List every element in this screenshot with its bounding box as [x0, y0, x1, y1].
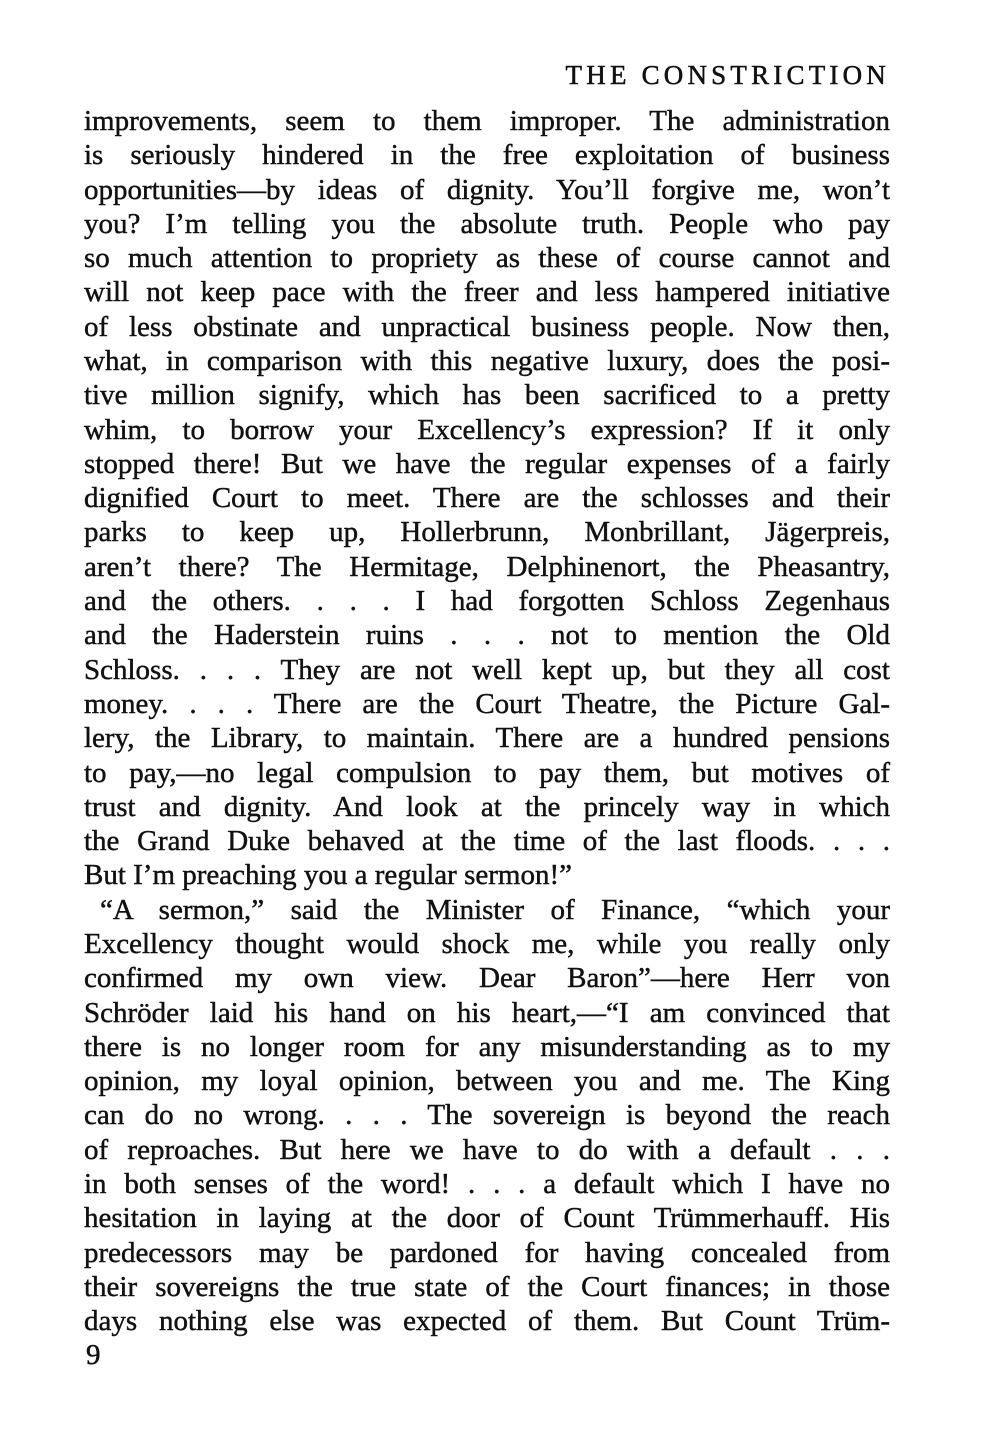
text-line: trust and dignity. And look at the princely way in which: [84, 790, 890, 823]
text-line: opinion, my loyal opinion, between you and me. The King: [84, 1065, 890, 1098]
text-line: dignified Court to meet. There are the schlosses and their: [84, 482, 890, 515]
text-line: Schröder laid his hand on his heart,—“I am convinced that: [84, 996, 890, 1029]
text-line: what, in comparison with this negative luxury, does the posi-: [84, 345, 890, 378]
text-line: stopped there! But we have the regular expenses of a fairly: [84, 447, 890, 480]
text-line: confirmed my own view. Dear Baron”—here Herr von: [84, 962, 890, 995]
text-line: lery, the Library, to maintain. There are a hundred pensions: [84, 722, 890, 755]
text-line: their sovereigns the true state of the Court finances; in those: [84, 1270, 890, 1303]
text-line: and the Haderstein ruins . . . not to mention the Old: [84, 619, 890, 652]
text-line: opportunities—by ideas of dignity. You’ll forgive me, won’t: [84, 173, 890, 206]
text-line: parks to keep up, Hollerbrunn, Monbrillant, Jägerpreis,: [84, 516, 890, 549]
text-line: of less obstinate and unpractical business people. Now then,: [84, 310, 890, 343]
text-line: days nothing else was expected of them. But Count Trüm-: [84, 1305, 890, 1338]
text-line: will not keep pace with the freer and less hampered initiative: [84, 276, 890, 309]
text-line: you? I’m telling you the absolute truth. People who pay: [84, 207, 890, 240]
text-line: and the others. . . . I had forgotten Schloss Zegenhaus: [84, 585, 890, 618]
text-line: to pay,—no legal compulsion to pay them, but motives of: [84, 756, 890, 789]
text-line: improvements, seem to them improper. The administration: [84, 105, 890, 137]
text-line: tive million signify, which has been sacrificed to a pretty: [84, 379, 890, 412]
text-line: is seriously hindered in the free exploitation of business: [84, 139, 890, 172]
text-line: aren’t there? The Hermitage, Delphinenort, the Pheasantry,: [84, 550, 890, 583]
text-line: there is no longer room for any misunderstanding as to my: [84, 1030, 890, 1063]
running-header: THE CONSTRICTION: [565, 60, 890, 90]
page-number: 9: [86, 1339, 101, 1371]
text-line: whim, to borrow your Excellency’s expression? If it only: [84, 413, 890, 446]
text-line: But I’m preaching you a regular sermon!”: [84, 859, 572, 892]
text-line: Schloss. . . . They are not well kept up, but they all cost: [84, 653, 890, 686]
text-line: of reproaches. But here we have to do with a default . . .: [84, 1133, 890, 1166]
text-line: can do no wrong. . . . The sovereign is beyond the reach: [84, 1099, 890, 1132]
text-line: Excellency thought would shock me, while you really only: [84, 927, 890, 960]
text-line: predecessors may be pardoned for having concealed from: [84, 1236, 890, 1269]
text-line: in both senses of the word! . . . a default which I have no: [84, 1167, 890, 1200]
text-line: the Grand Duke behaved at the time of the last floods. . . .: [84, 825, 890, 858]
text-line: so much attention to propriety as these of course cannot and: [84, 242, 890, 275]
text-line: money. . . . There are the Court Theatre, the Picture Gal-: [84, 687, 890, 720]
text-line: “A sermon,” said the Minister of Finance, “which your: [100, 893, 890, 926]
text-line: hesitation in laying at the door of Count Trümmerhauff. His: [84, 1202, 890, 1235]
